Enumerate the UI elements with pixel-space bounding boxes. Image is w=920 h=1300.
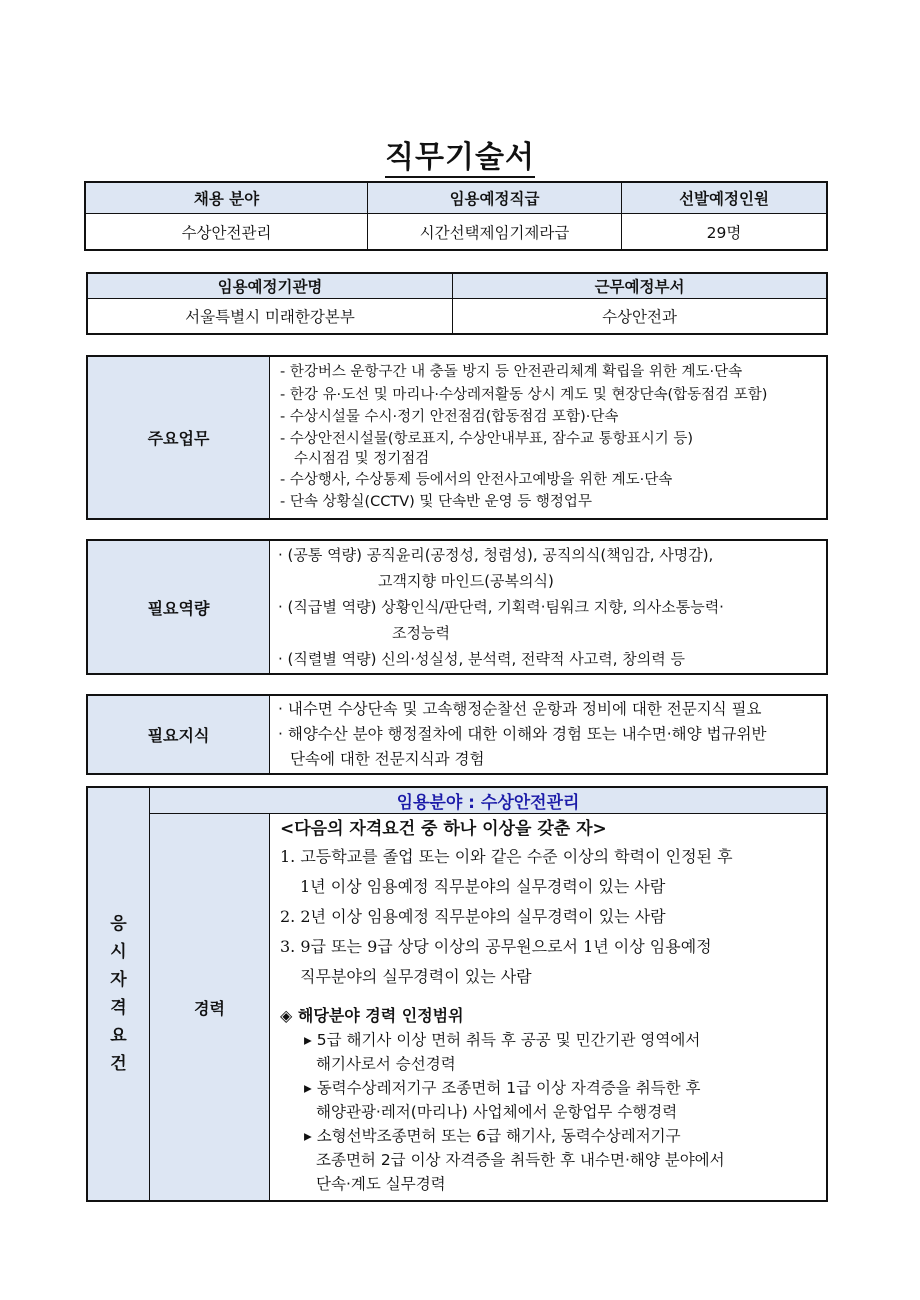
duty-item: - 단속 상황실(CCTV) 및 단속반 운영 등 행정업무 <box>280 494 592 511</box>
qualification-table <box>87 787 827 1201</box>
knowledge-list <box>270 696 827 774</box>
competency-series: · (직렬별 역량) 신의·성실성, 분석력, 전략적 사고력, 창의력 등 <box>278 650 685 668</box>
duties-table <box>87 356 827 519</box>
experience-range-title: ◈ 해당분야 경력 인정범위 <box>280 1006 464 1025</box>
duty-item: - 한강버스 운항구간 내 충돌 방지 등 안전관리체계 확립을 위한 계도·단속 <box>280 364 743 381</box>
duty-item: - 수상안전시설물(항로표지, 수상안내부표, 잠수교 통항표시기 등) <box>280 430 693 447</box>
qualification-vertical-label: 응 시 자 격 요 건 <box>88 788 150 1201</box>
qualification-details <box>270 814 827 1201</box>
duty-item: - 수상행사, 수상통제 등에서의 안전사고예방을 위한 계도·단속 <box>280 471 673 488</box>
competency-list <box>270 541 827 674</box>
org-table <box>87 273 827 334</box>
recruit-header-grade: 임용예정직급 <box>368 183 622 214</box>
recruit-header-field: 채용 분야 <box>86 183 368 214</box>
competency-common: · (공통 역량) 공직윤리(공정성, 청렴성), 공직의식(책임감, 사명감), <box>278 546 714 564</box>
competency-label: 필요역량 <box>88 541 270 674</box>
org-header-dept: 근무예정부서 <box>453 274 827 299</box>
page-title: 직무기술서 <box>0 132 920 176</box>
recruit-value-count: 29명 <box>622 214 827 250</box>
qualification-heading: <다음의 자격요건 중 하나 이상을 갖춘 자> <box>280 819 607 839</box>
experience-range-list: ▸ 5급 해기사 이상 면허 취득 후 공공 및 민간기관 영역에서 해기사로서 승선경력 ▸ 동력수상레저기구 조종면허 1급 이상 자격증을 취득한 후 해양관광·레저(마리나) 사업체에서 운항업무 수행경력 ▸ 소형선박조종면허 또는 6급 해기사, 동력수상레저기구 조종면허 2급 이상 자격증을 취득한 후 내수면·해양 분야에서 단속·계도 실무경력 <box>304 1031 725 1193</box>
knowledge-table <box>87 695 827 774</box>
duty-item: - 수상시설물 수시·정기 안전점검(합동점검 포함)·단속 <box>280 409 619 426</box>
org-value-dept: 수상안전과 <box>453 299 827 334</box>
requirement-item: 1. 고등학교를 졸업 또는 이와 같은 수준 이상의 학력이 인정된 후 1년 이상 임용예정 직무분야의 실무경력이 있는 사람 2. 2년 이상 임용예정 직무분야의 실무경력이 있는 사람 3. 9급 또는 9급 상당 이상의 공무원으로서 1년 이상 임용예정 직무분야의 실무경력이 있는 사람 <box>280 847 733 986</box>
duties-label: 주요업무 <box>88 357 270 519</box>
duty-item-continued: 수시점검 및 정기점검 <box>294 450 430 467</box>
competency-grade-continued: 조정능력 <box>392 624 450 642</box>
recruit-value-grade: 시간선택제임기제라급 <box>368 214 622 250</box>
org-value-agency: 서울특별시 미래한강본부 <box>88 299 453 334</box>
duties-list <box>270 357 827 519</box>
knowledge-item: · 해양수산 분야 행정절차에 대한 이해와 경험 또는 내수면·해양 법규위반 <box>278 725 767 743</box>
competency-table <box>87 540 827 674</box>
competency-common-continued: 고객지향 마인드(공복의식) <box>378 572 554 590</box>
recruit-table <box>85 182 827 250</box>
recruit-value-field: 수상안전관리 <box>86 214 368 250</box>
knowledge-item-continued: 단속에 대한 전문지식과 경험 <box>290 750 485 768</box>
duty-item: - 한강 유·도선 및 마리나·수상레저활동 상시 계도 및 현장단속(합동점검 포함) <box>280 386 768 403</box>
qualification-category: 경력 <box>150 814 270 1201</box>
qualification-field-title: 임용분야 : 수상안전관리 <box>150 788 827 814</box>
knowledge-label: 필요지식 <box>88 696 270 774</box>
knowledge-item: · 내수면 수상단속 및 고속행정순찰선 운항과 정비에 대한 전문지식 필요 <box>278 700 762 718</box>
recruit-header-count: 선발예정인원 <box>622 183 827 214</box>
competency-grade: · (직급별 역량) 상황인식/판단력, 기획력·팀워크 지향, 의사소통능력· <box>278 598 724 616</box>
org-header-agency: 임용예정기관명 <box>88 274 453 299</box>
